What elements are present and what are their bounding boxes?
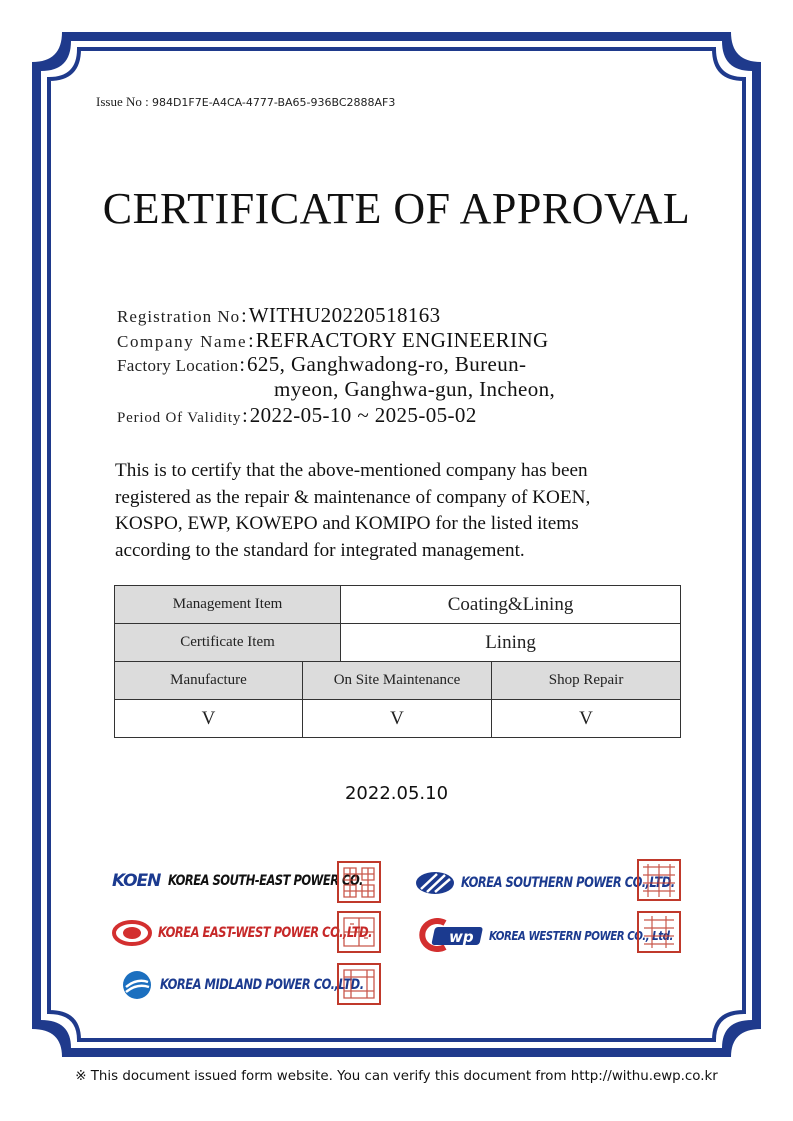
- separator: :: [248, 330, 254, 352]
- validity-value: 2022-05-10 ~ 2025-05-02: [249, 403, 477, 427]
- kospo-company-name: KOREA SOUTHERN POWER CO.,LTD.: [461, 875, 675, 891]
- separator: :: [239, 354, 245, 376]
- issue-label: Issue No :: [96, 94, 149, 109]
- statement-line: This is to certify that the above-mentioned company has been: [115, 460, 588, 481]
- shop-repair-mark: V: [492, 700, 681, 738]
- komipo-seal: [336, 962, 382, 1006]
- kospo-emblem-icon: [415, 871, 455, 895]
- statement-line: registered as the repair & maintenance of company of KOEN,: [115, 486, 591, 508]
- verification-footer: ※ This document issued form website. You can verify this document from http://withu.ewp.co.kr: [75, 1069, 718, 1084]
- koen-company-name: KOREA SOUTH-EAST POWER CO.: [168, 873, 364, 889]
- ewp-company-name: KOREA EAST-WEST POWER CO.,LTD.: [158, 925, 373, 941]
- separator: :: [242, 405, 248, 427]
- registration-info: [117, 303, 555, 433]
- kowepo-emblem-icon: [415, 918, 487, 952]
- manufacture-mark: V: [115, 700, 303, 738]
- issue-number-value: 984D1F7E-A4CA-4777-BA65-936BC2888AF3: [151, 96, 396, 109]
- management-item-label: Management Item: [115, 586, 341, 624]
- column-manufacture: Manufacture: [115, 662, 303, 700]
- statement-line: according to the standard for integrated management.: [115, 539, 525, 561]
- separator: :: [241, 305, 247, 327]
- kowepo-company-name: KOREA WESTERN POWER CO., Ltd.: [489, 927, 673, 943]
- column-shop-repair: Shop Repair: [492, 662, 681, 700]
- company-value: REFRACTORY ENGINEERING: [255, 328, 549, 352]
- issue-date: 2022.05.10: [344, 783, 449, 804]
- kowepo-seal: [636, 910, 682, 954]
- certification-statement: [115, 458, 705, 564]
- certification-table: [114, 585, 681, 738]
- validity-label: Period Of Validity: [117, 410, 242, 426]
- ewp-emblem-icon: [112, 920, 152, 946]
- koen-seal: [336, 860, 382, 904]
- certificate-item-label: Certificate Item: [115, 624, 341, 662]
- location-value-line1: 625, Ganghwadong-ro, Bureun-: [246, 352, 527, 376]
- on-site-maintenance-mark: V: [303, 700, 492, 738]
- issue-number: [96, 94, 395, 110]
- kowepo-wordmark: wp: [449, 928, 474, 946]
- registration-label: Registration No: [117, 307, 241, 326]
- certificate-title: CERTIFICATE OF APPROVAL: [102, 184, 691, 233]
- ewp-seal: [336, 910, 382, 954]
- location-label: Factory Location: [117, 356, 239, 375]
- location-value-line2: myeon, Ganghwa-gun, Incheon,: [274, 377, 556, 401]
- statement-line: KOSPO, EWP, KOWEPO and KOMIPO for the listed items: [115, 513, 579, 534]
- kospo-seal: [636, 858, 682, 902]
- certificate-item-value: Lining: [341, 624, 681, 662]
- management-item-value: Coating&Lining: [341, 586, 681, 624]
- komipo-company-name: KOREA MIDLAND POWER CO.,LTD.: [160, 977, 364, 993]
- company-label: Company Name: [117, 332, 248, 351]
- komipo-emblem-icon: [122, 970, 152, 1000]
- koen-wordmark: KOEN: [112, 871, 161, 891]
- registration-value: WITHU20220518163: [248, 303, 441, 327]
- column-on-site-maintenance: On Site Maintenance: [303, 662, 492, 700]
